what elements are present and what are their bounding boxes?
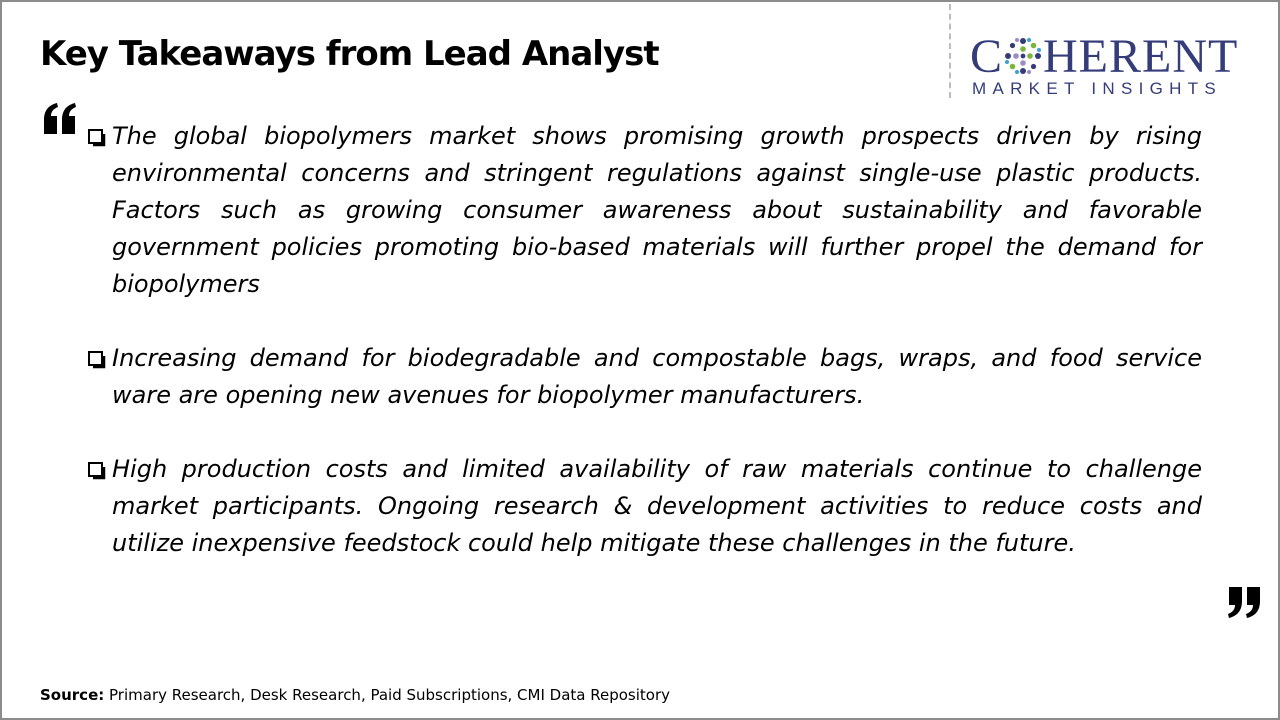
takeaway-text: High production costs and limited availability of raw materials continue to challenge market participants. Ongoing research & development activities to reduce costs and utilize inexpensive feedstock could help mitigate these challenges in the future.: [112, 455, 1202, 557]
source-text: Primary Research, Desk Research, Paid Subscriptions, CMI Data Repository: [104, 686, 671, 704]
takeaway-list: [88, 118, 1202, 599]
takeaway-text: Increasing demand for biodegradable and compostable bags, wraps, and food service ware are opening new avenues for biopolymer manufacturers.: [112, 344, 1202, 409]
company-logo: [970, 30, 1266, 102]
logo-divider: [949, 4, 951, 98]
checkbox-bullet-icon: [88, 351, 106, 369]
takeaway-text: The global biopolymers market shows promising growth prospects driven by rising environmental concerns and stringent regulations against single-use plastic products. Factors such as growing consumer awareness about sustainability and favorable government policies promoting bio-based materials will further propel the demand for biopolymers: [112, 122, 1202, 298]
source-note: [40, 686, 670, 704]
logo-subtitle: MARKET INSIGHTS: [972, 79, 1223, 98]
checkbox-bullet-icon: [88, 129, 106, 147]
quote-close-icon: [1226, 585, 1262, 619]
list-item: [88, 340, 1202, 414]
logo-wordmark: [970, 30, 1238, 84]
logo-word-left: C: [970, 30, 1004, 83]
list-item: [88, 451, 1202, 562]
list-item: [88, 118, 1202, 303]
quote-open-icon: [42, 102, 78, 136]
source-label: Source:: [40, 686, 105, 704]
page-title: Key Takeaways from Lead Analyst: [40, 34, 659, 74]
logo-globe-icon: [1003, 36, 1043, 76]
checkbox-bullet-icon: [88, 462, 106, 480]
logo-word-right: HERENT: [1043, 30, 1239, 83]
